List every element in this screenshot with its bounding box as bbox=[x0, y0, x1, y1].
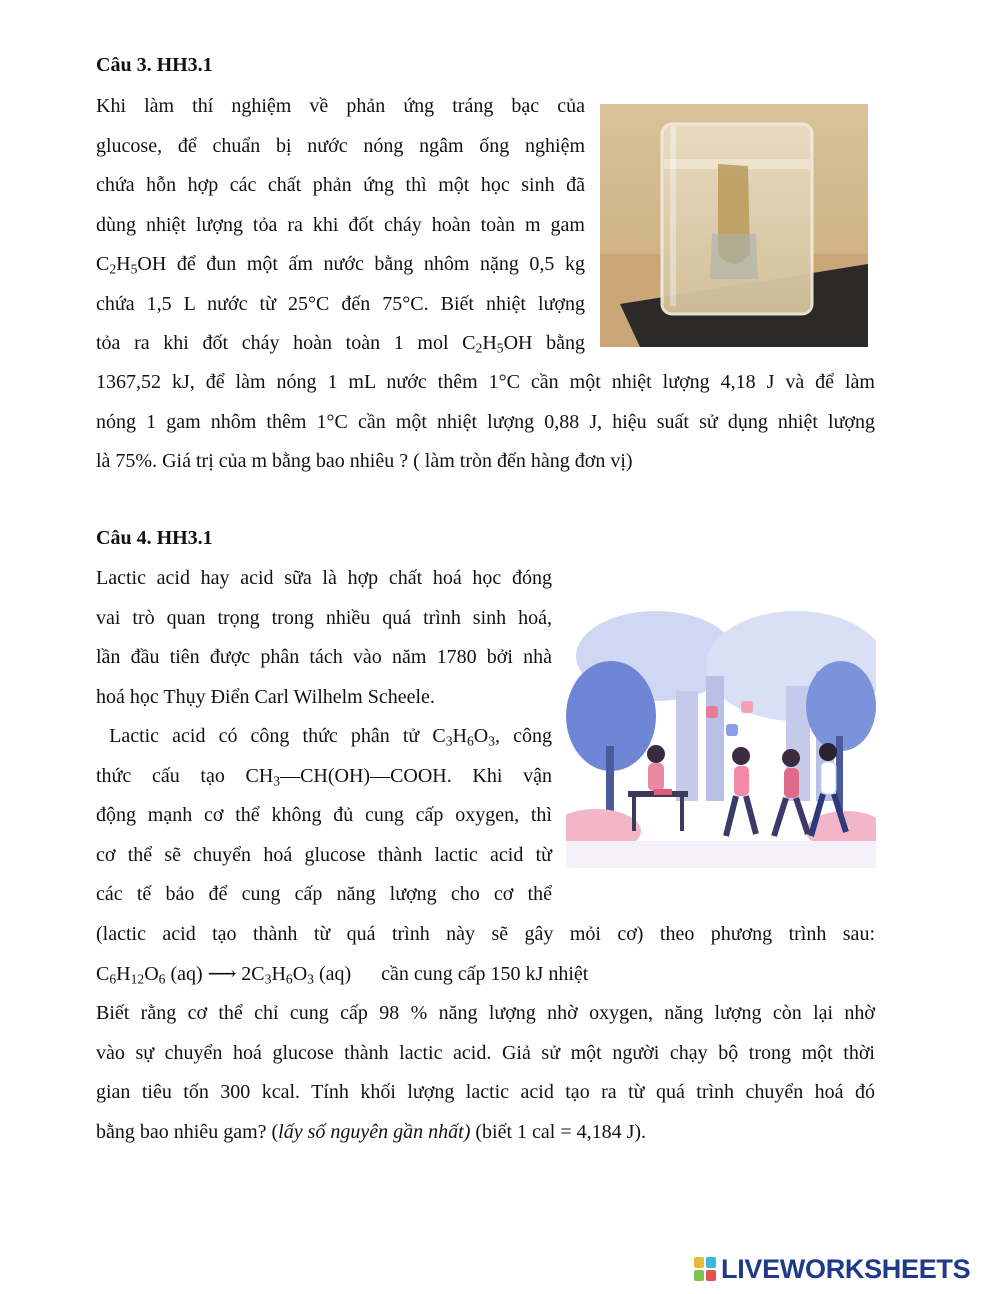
q4-line: động mạnh cơ thể không đủ cung cấp oxygen, thì bbox=[96, 804, 552, 826]
q4-line: vào sự chuyển hoá glucose thành lactic acid. Giả sử một người chạy bộ trong một thời bbox=[96, 1041, 875, 1064]
q4-equation: $C_6H_{12}O_6$ (aq) ⟶ $2C_3H_6O_3$ (aq) cần cung cấp 150 kJ nhiệt bbox=[96, 962, 589, 986]
q4-line: hoá học Thụy Điển Carl Wilhelm Scheele. bbox=[96, 685, 435, 708]
q3-line: là 75%. Giá trị của m bằng bao nhiêu ? ( làm tròn đến hàng đơn vị) bbox=[96, 450, 633, 472]
equation-note: cần cung cấp 150 kJ nhiệt bbox=[381, 962, 589, 985]
q3-line: nóng 1 gam nhôm thêm 1°C cần một nhiệt lượng 0,88 J, hiệu suất sử dụng nhiệt lượng bbox=[96, 410, 875, 433]
q4-line: Lactic acid hay acid sữa là hợp chất hoá học đóng bbox=[96, 567, 552, 589]
q4-line: lần đầu tiên được phân tách vào năm 1780 bởi nhà bbox=[96, 646, 552, 668]
q4-line: Biết rằng cơ thể chỉ cung cấp 98 % năng lượng nhờ oxygen, năng lượng còn lại nhờ bbox=[96, 1002, 875, 1024]
q3-line: Khi làm thí nghiệm về phản ứng tráng bạc của bbox=[96, 95, 585, 117]
q4-line: (lactic acid tạo thành từ quá trình này sẽ gây mỏi cơ) theo phương trình sau: bbox=[96, 923, 875, 945]
q4-line-last: bằng bao nhiêu gam? (lấy số nguyên gần nhất) (biết 1 cal = 4,184 J). bbox=[96, 1120, 647, 1143]
q4-full-text bbox=[96, 915, 875, 1152]
liveworksheets-logo bbox=[694, 1252, 990, 1286]
q4-line-formula: Lactic acid có công thức phân tử $C_3H_6O_3$, công bbox=[96, 725, 552, 749]
q3-line-formula: $C_2H_5OH$ để đun một ấm nước bằng nhôm nặng 0,5 kg bbox=[96, 253, 585, 277]
q4-line: gian tiêu tốn 300 kcal. Tính khối lượng lactic acid tạo ra từ quá trình chuyển hoá đó bbox=[96, 1081, 875, 1103]
q4-line-formula: thức cấu tạo $CH_3—CH(OH)—COOH$. Khi vận bbox=[96, 764, 552, 788]
logo-grid-icon bbox=[694, 1257, 716, 1281]
q4-line: các tế bảo để cung cấp năng lượng cho cơ thể bbox=[96, 883, 552, 905]
italic-note: lấy số nguyên gần nhất) bbox=[278, 1120, 471, 1143]
q4-line: cơ thể sẽ chuyển hoá glucose thành lactic acid từ bbox=[96, 843, 552, 866]
q3-line: 1367,52 kJ, để làm nóng 1 mL nước thêm 1°C cần một nhiệt lượng 4,18 J và để làm bbox=[96, 371, 875, 393]
q4-title: Câu 4. HH3.1 bbox=[96, 527, 213, 549]
beaker-illustration bbox=[600, 104, 868, 347]
q3-full-text bbox=[96, 363, 875, 482]
logo-text: LIVEWORKSHEETS bbox=[721, 1253, 971, 1284]
q3-title: Câu 3. HH3.1 bbox=[96, 54, 213, 76]
q4-line: vai trò quan trọng trong nhiều quá trình sinh hoá, bbox=[96, 606, 552, 629]
q3-line: glucose, để chuẩn bị nước nóng ngâm ống nghiệm bbox=[96, 134, 585, 157]
q3-line: dùng nhiệt lượng tỏa ra khi đốt cháy hoàn toàn m gam bbox=[96, 213, 585, 236]
q4-wrapped-text bbox=[96, 559, 552, 915]
q3-line: chứa hỗn hợp các chất phản ứng thì một học sinh đã bbox=[96, 174, 585, 196]
runners-illustration bbox=[566, 596, 876, 868]
park-scene bbox=[566, 596, 876, 868]
q3-line-formula: tỏa ra khi đốt cháy hoàn toàn 1 mol $C_2H_5OH$ bằng bbox=[96, 332, 585, 356]
q3-wrapped-text bbox=[96, 87, 585, 364]
q3-line: chứa 1,5 L nước từ 25°C đến 75°C. Biết nhiệt lượng bbox=[96, 292, 585, 315]
beaker-photo bbox=[600, 104, 868, 347]
